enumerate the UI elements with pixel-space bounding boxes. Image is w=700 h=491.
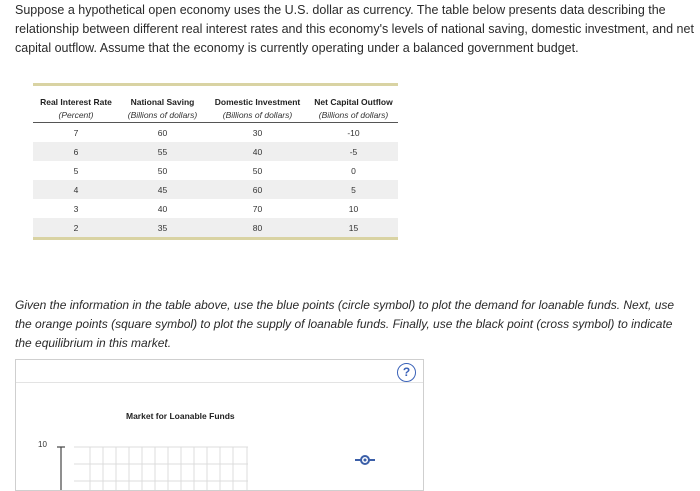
table-cell: 5: [309, 180, 398, 199]
subheader-billions: (Billions of dollars): [119, 107, 206, 123]
table-cell: 40: [206, 142, 309, 161]
table-cell: 50: [157, 165, 168, 176]
table-cell: 3: [73, 203, 79, 214]
table-row: [33, 180, 398, 199]
table-cell: -5: [309, 142, 398, 161]
table-cell: 60: [206, 180, 309, 199]
table-cell: 35: [119, 218, 206, 237]
subheader-billions: (Billions of dollars): [309, 107, 398, 123]
table-cell: 55: [119, 142, 206, 161]
table-row: [33, 123, 398, 143]
table-cell: 5: [73, 165, 79, 176]
table-cell: 40: [157, 203, 168, 214]
y-axis: [57, 447, 65, 490]
table-cell: 15: [309, 218, 398, 237]
y-axis-tick-label: 10: [38, 440, 47, 449]
plot-gridlines: [74, 447, 248, 490]
header-national-saving: National Saving: [130, 97, 195, 107]
table-cell: 45: [119, 180, 206, 199]
table-row: [33, 161, 398, 180]
header-net-capital-outflow: Net Capital Outflow: [314, 97, 393, 107]
table-cell: 80: [206, 218, 309, 237]
table-cell: 60: [157, 127, 168, 138]
table-cell: 7: [73, 127, 79, 138]
subheader-percent: (Percent): [33, 107, 119, 123]
chart-title: Market for Loanable Funds: [126, 411, 235, 421]
table-cell: 50: [252, 165, 263, 176]
table-cell: 2: [33, 218, 119, 237]
table-cell: 6: [33, 142, 119, 161]
table-row: [33, 199, 398, 218]
demand-point-tool-icon[interactable]: [355, 456, 375, 464]
table-cell: 30: [252, 127, 263, 138]
header-real-interest-rate: Real Interest Rate: [40, 97, 112, 107]
table-row: [33, 142, 398, 161]
graph-panel[interactable]: [15, 359, 424, 491]
data-table: [33, 83, 398, 240]
question-instructions: Given the information in the table above, use the blue points (circle symbol) to plot the demand for loanable funds. Next, use the orange points (square symbol) to plot the supply of loanable funds. Finally, use the black point (cross symbol) to indicate the equilibrium in this market.: [15, 298, 675, 350]
header-domestic-investment: Domestic Investment: [214, 97, 301, 107]
table-cell: 70: [252, 203, 263, 214]
table-bottom-rule: [33, 237, 398, 240]
table-cell: 4: [33, 180, 119, 199]
graph-plot-area[interactable]: [16, 360, 423, 490]
intro-paragraph: Suppose a hypothetical open economy uses the U.S. dollar as currency. The table below presents data describing the relationship between different real interest rates and this economy's levels of national saving, domestic investment, and net capital outflow. Assume that the economy is currently operating under a balanced government budget.: [15, 3, 694, 55]
subheader-billions: (Billions of dollars): [206, 107, 309, 123]
help-icon[interactable]: ?: [397, 363, 416, 382]
table-cell: -10: [347, 127, 360, 138]
table-cell: 10: [348, 203, 359, 214]
table-row: [33, 218, 398, 237]
table-cell: 0: [351, 165, 356, 176]
